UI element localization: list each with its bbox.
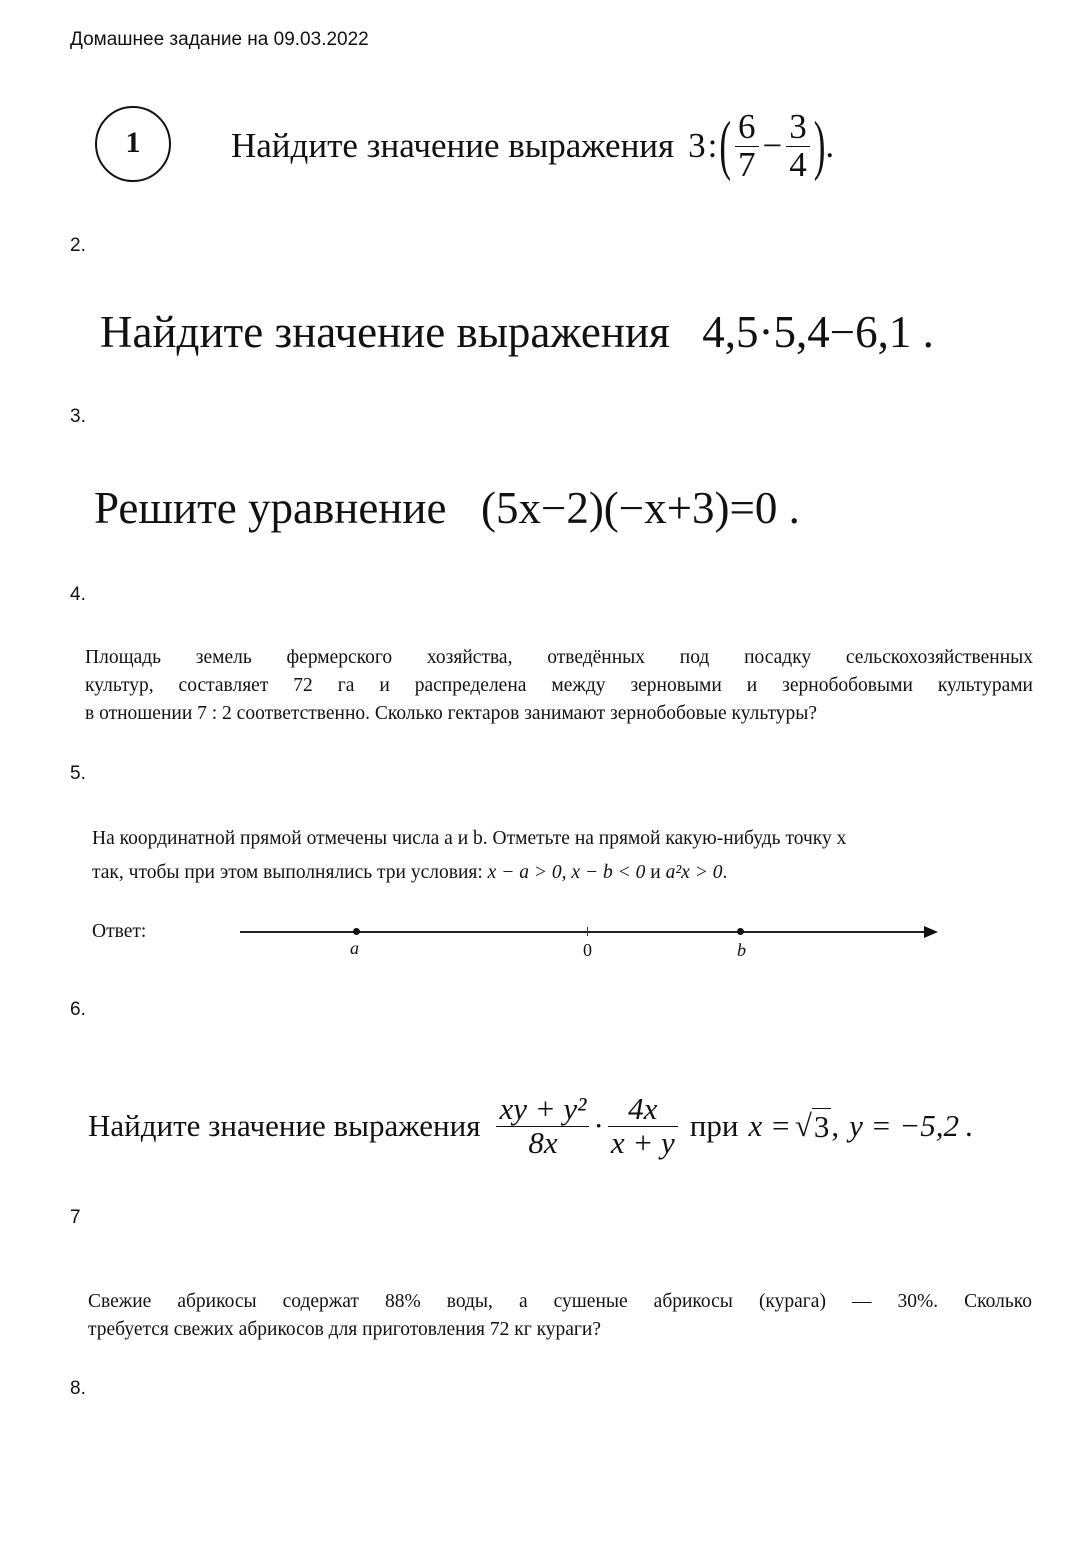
task-2-end: . (922, 307, 934, 357)
task-5-line-2 (92, 856, 1012, 890)
task-1-lparen: ( (719, 108, 732, 183)
task-1 (95, 104, 995, 194)
task-6-x-equals: x = (748, 1108, 791, 1143)
task-4-statement (85, 644, 1033, 728)
task-number-6: 6. (70, 999, 86, 1020)
task-7-statement (88, 1288, 1032, 1344)
task-5-condition-2: x − b < 0 (571, 862, 646, 883)
task-1-minus: − (762, 126, 783, 165)
point-b-label: b (737, 940, 746, 960)
task-5-line-2-text: так, чтобы при этом выполнялись три условия: (92, 862, 483, 883)
task-5-condition-3: a²x > 0 (665, 862, 723, 883)
task-5-line-1: На координатной прямой отмечены числа a и b. Отметьте на прямой какую-нибудь точку x (92, 828, 847, 849)
task-3-statement (94, 482, 800, 534)
point-b-marker (737, 928, 744, 935)
task-6-at: при (689, 1108, 739, 1143)
task-1-end: . (825, 126, 835, 165)
task-6-end: . (965, 1108, 973, 1143)
task-5-separator-1: , (561, 862, 567, 883)
zero-tick-mark (587, 927, 588, 936)
task-1-colon: : (707, 126, 718, 165)
task-1-statement (231, 104, 834, 188)
task-6-fraction-1-num: xy + y² (499, 1090, 587, 1126)
arrow-right-icon (924, 926, 938, 938)
task-1-fraction-2 (786, 106, 810, 184)
task-6-sqrt-sign: √ (794, 1108, 812, 1143)
task-3-text: Решите уравнение (94, 483, 447, 533)
task-6-fraction-1-den: 8x (496, 1126, 589, 1160)
task-7-line-2: требуется свежих абрикосов для приготовления 72 кг кураги? (88, 1319, 602, 1340)
task-5-condition-1: x − a > 0 (487, 862, 562, 883)
task-2-expression: 4,5·5,4−6,1 (702, 307, 912, 357)
task-3-end: . (788, 483, 800, 533)
task-6-sqrt-arg: 3 (813, 1108, 830, 1144)
task-5-statement (92, 822, 1012, 890)
task-6-fraction-1 (496, 1090, 589, 1160)
task-6-y-value: y = −5,2 (849, 1108, 959, 1143)
task-1-expr-lead: 3 (688, 126, 706, 165)
task-1-text: Найдите значение выражения (231, 126, 675, 165)
task-2-statement (100, 306, 934, 358)
task-number-4: 4. (70, 584, 86, 605)
task-3-equation: (5x−2)(−x+3)=0 (480, 483, 778, 533)
task-4-line-3: в отношении 7 : 2 соответственно. Сколько гектаров занимают зернобобовые культуры? (85, 703, 817, 724)
task-1-fraction-1 (735, 106, 759, 184)
task-1-fraction-1-den: 7 (735, 146, 759, 184)
task-6-comma: , (831, 1108, 840, 1143)
task-5-and: и (650, 862, 661, 883)
task-number-2: 2. (70, 235, 86, 256)
task-6-fraction-2 (608, 1090, 678, 1160)
task-6-fraction-2-den: x + y (608, 1126, 678, 1160)
task-2-text: Найдите значение выражения (100, 307, 670, 357)
task-4-line-2: культур, составляет 72 га и распределена между зерновыми и зернобобовыми культурами (85, 675, 1033, 696)
point-a-label: a (350, 938, 359, 958)
task-6-fraction-2-num: 4x (628, 1090, 658, 1126)
number-line-axis (240, 931, 930, 933)
task-6-text: Найдите значение выражения (88, 1108, 481, 1143)
task-1-fraction-1-num: 6 (738, 106, 756, 146)
task-5-answer-label: Ответ: (92, 921, 147, 942)
task-number-7: 7 (70, 1207, 81, 1228)
task-7-line-1: Свежие абрикосы содержат 88% воды, а сушеные абрикосы (курага) — 30%. Сколько (88, 1291, 1032, 1312)
task-1-fraction-2-den: 4 (786, 146, 810, 184)
task-1-rparen: ) (813, 108, 826, 183)
task-6-statement (88, 1084, 973, 1168)
zero-label: 0 (583, 940, 592, 960)
point-a-marker (353, 928, 360, 935)
task-number-5: 5. (70, 763, 86, 784)
page-title: Домашнее задание на 09.03.2022 (70, 29, 369, 50)
task-1-fraction-2-num: 3 (789, 106, 807, 146)
number-line[interactable] (240, 918, 940, 968)
task-number-badge (95, 106, 171, 182)
task-5-end: . (722, 862, 728, 883)
task-4-line-1: Площадь земель фермерского хозяйства, отведённых под посадку сельскохозяйственных (85, 647, 1033, 668)
task-number-badge-label: 1 (125, 126, 141, 159)
task-number-3: 3. (70, 406, 86, 427)
task-6-dot: · (593, 1108, 604, 1143)
task-number-8: 8. (70, 1378, 86, 1399)
